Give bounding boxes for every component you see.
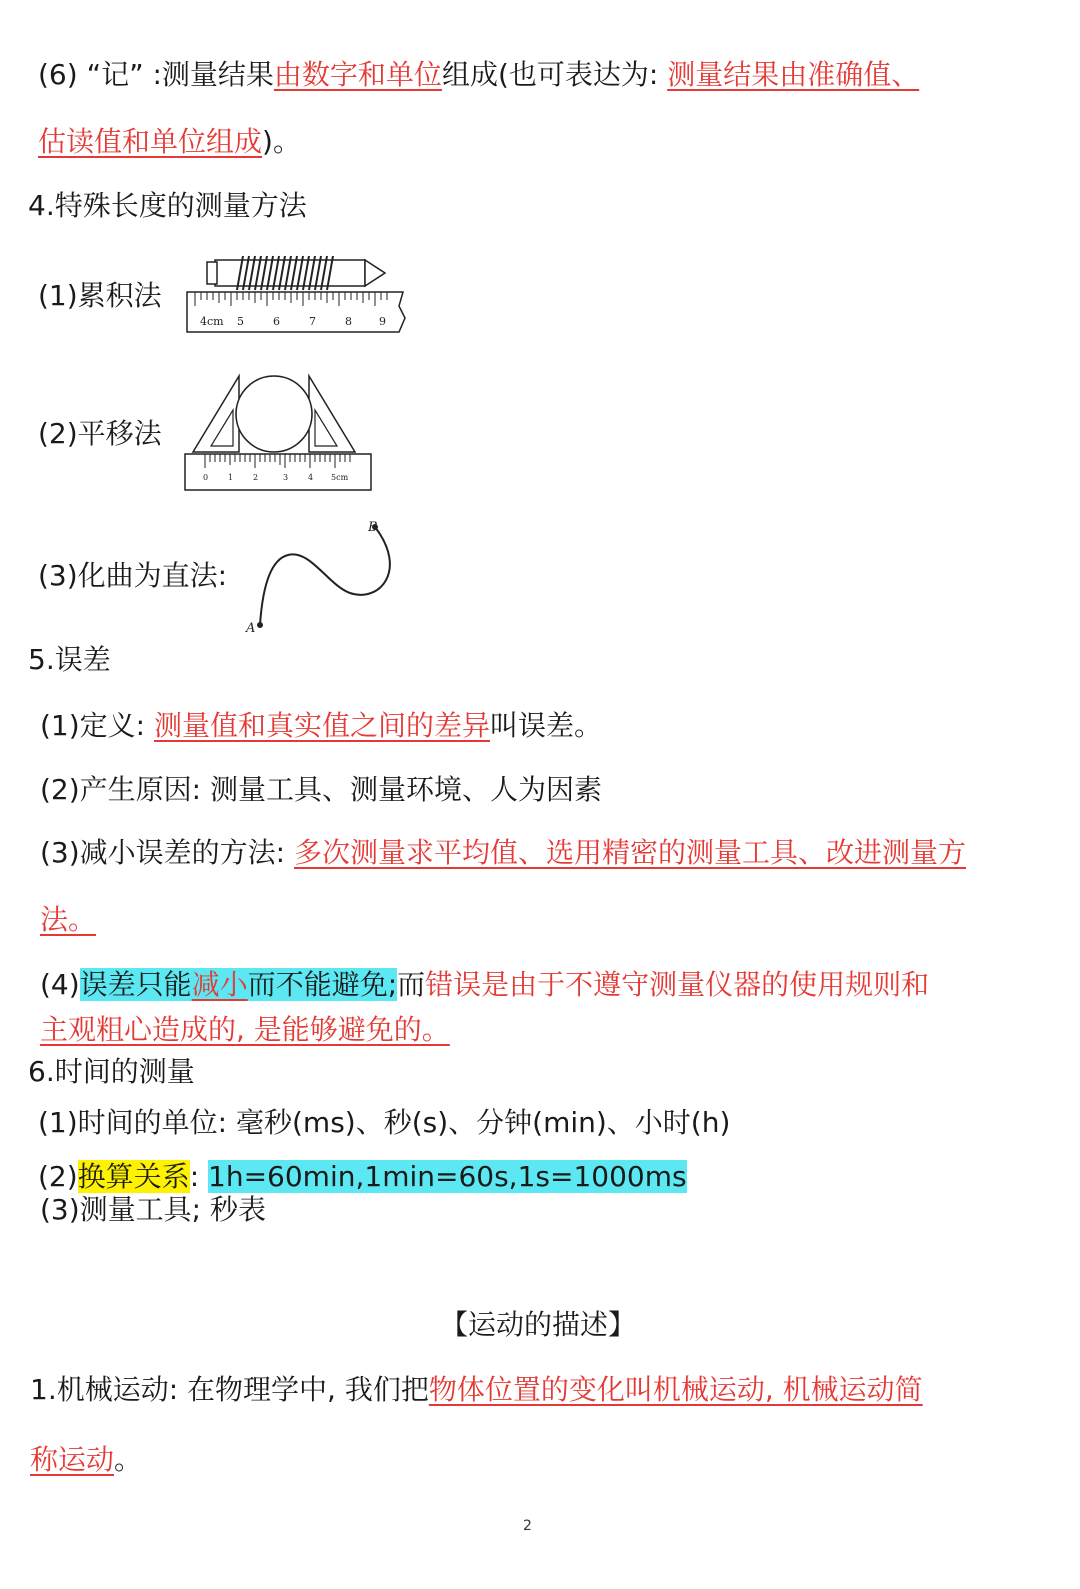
heading-4: 4.特殊长度的测量方法 [28,189,307,222]
ruler2-tick-0: 0 [203,473,209,482]
time-units: (1)时间的单位: 毫秒(ms)、秒(s)、分钟(min)、小时(h) [38,1106,731,1139]
time-conv-colon: : [189,1160,209,1193]
motion-red2: 称运动 [30,1443,115,1476]
ruler1-tick-4: 8 [345,315,352,328]
ruler2-tick-1: 1 [228,473,234,482]
accumulation-figure [185,248,410,338]
mechanical-motion-line2 [30,1440,142,1480]
item-6-mid: 组成(也可表达为: [441,58,668,91]
ruler2-tick-3: 3 [283,473,289,482]
method-2-label: (2)平移法 [38,417,162,450]
error-vs-black: 而 [397,968,426,1001]
item-6-red-2: 测量结果由准确值、 [667,58,920,91]
heading-5: 5.误差 [28,643,111,676]
time-tool: (3)测量工具; 秒表 [40,1193,266,1226]
ruler1-tick-2: 6 [273,315,280,328]
translation-figure [183,370,375,495]
item-6-red-1: 由数字和单位 [273,58,442,91]
time-conv-cyan: 1h=60min,1min=60s,1s=1000ms [208,1160,687,1193]
error-vs-red2: 主观粗心造成的, 是能够避免的。 [40,1013,450,1046]
item-6-tail: )。 [262,125,301,158]
error-def-label: (1)定义: [40,709,154,742]
error-vs-cyan-2: 而不能避免; [247,968,398,1001]
point-a-label: A [246,621,256,636]
mechanical-motion-line1 [30,1370,923,1410]
ruler1-tick-0: 4cm [200,315,224,328]
error-vs-label: (4) [40,968,80,1001]
motion-red: 物体位置的变化叫机械运动, 机械运动简 [428,1373,923,1406]
error-reduce-label: (3)减小误差的方法: [40,836,294,869]
error-vs-cyan-red: 减小 [191,968,248,1001]
method-1-label: (1)累积法 [38,279,162,312]
motion-label: 1.机械运动: 在物理学中, 我们把 [30,1373,429,1406]
error-vs-cyan-1: 误差只能 [79,968,192,1001]
ruler2-tick-5: 5cm [331,473,349,482]
ruler2-tick-2: 2 [253,473,259,482]
item-6-prefix: (6) “记” :测量结果 [38,58,274,91]
error-reduce-line1 [40,833,966,873]
error-reduce-red: 多次测量求平均值、选用精密的测量工具、改进测量方 [294,836,967,869]
motion-tail: 。 [114,1443,143,1476]
time-conv-label: (2) [38,1160,78,1193]
ruler1-tick-1: 5 [237,315,244,328]
item-6-red-3: 估读值和单位组成 [38,125,263,158]
item-6-line2 [38,122,301,162]
error-reduce-line2 [40,900,96,940]
error-vs-red: 错误是由于不遵守测量仪器的使用规则和 [425,968,930,1001]
error-def-red: 测量值和真实值之间的差异 [154,709,491,742]
page-number: 2 [523,1518,532,1534]
point-b-label: B [368,520,378,535]
method-3-label: (3)化曲为直法: [38,559,228,592]
ruler2-tick-4: 4 [308,473,314,482]
error-causes: (2)产生原因: 测量工具、测量环境、人为因素 [40,773,602,806]
error-definition [40,706,602,746]
heading-6: 6.时间的测量 [28,1055,195,1088]
ruler1-tick-3: 7 [309,315,316,328]
error-def-tail: 叫误差。 [490,709,603,742]
curve-figure [240,515,405,640]
item-6-line1 [38,55,919,95]
error-vs-mistake-line2 [40,1010,450,1050]
section-title: 【运动的描述】 [440,1308,637,1341]
ruler1-tick-5: 9 [379,315,386,328]
time-conv-yellow: 换算关系 [77,1160,190,1193]
error-reduce-red2: 法。 [40,903,97,936]
error-vs-mistake-line1 [40,965,929,1005]
